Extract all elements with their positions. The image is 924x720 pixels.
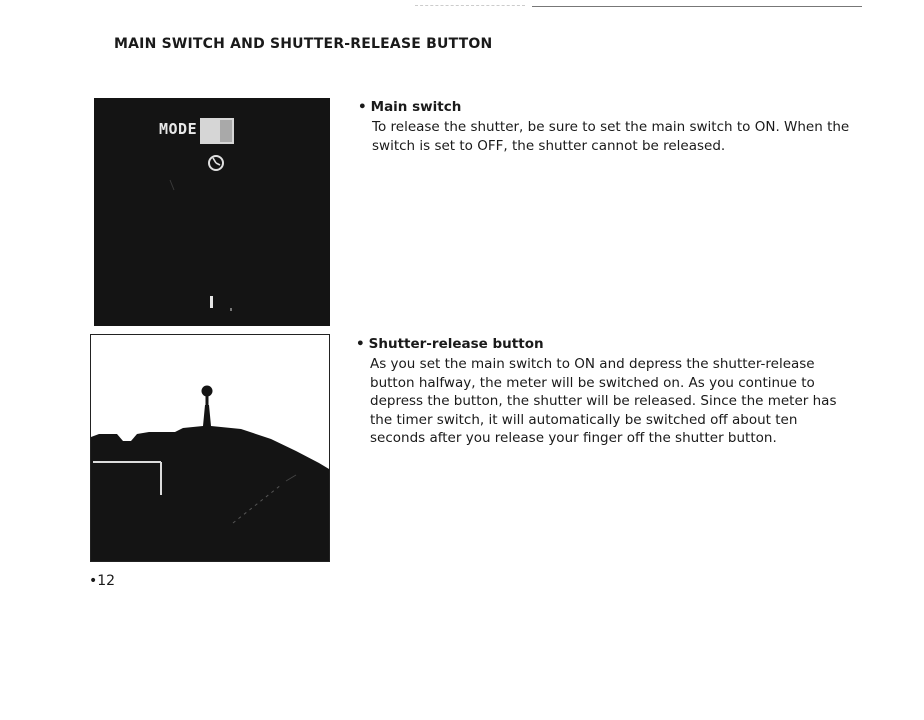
shutter-release-section	[356, 335, 856, 448]
main-switch-body: To release the shutter, be sure to set the main switch to ON. When the switch is set to OFF, the shutter cannot be released.	[372, 119, 850, 154]
bullet-icon: •	[358, 99, 367, 115]
page-number	[89, 573, 115, 589]
top-faint-rule	[415, 5, 525, 6]
bullet-icon: •	[89, 573, 98, 589]
shutter-button-photo-art	[91, 335, 329, 561]
bullet-icon: •	[356, 336, 365, 352]
shutter-button-photo	[90, 334, 330, 562]
main-switch-heading-text: Main switch	[370, 99, 462, 115]
main-switch-photo	[94, 98, 330, 326]
mode-label: MODE	[159, 120, 198, 138]
page-title: MAIN SWITCH AND SHUTTER-RELEASE BUTTON	[114, 36, 493, 52]
shutter-release-body: As you set the main switch to ON and depress the shutter-release button halfway, the meter will be switched on. As you continue to depress the button, the shutter will be released. Since the meter has the timer switch, it will automatically be switched off about ten seconds after you release your finger off the shutter button.	[370, 356, 837, 446]
main-switch-photo-art	[94, 98, 330, 326]
top-rule	[532, 6, 862, 7]
page-number-text: 12	[97, 573, 116, 589]
main-switch-heading	[358, 98, 858, 116]
main-switch-section	[358, 98, 858, 155]
shutter-release-heading	[356, 335, 856, 353]
shutter-release-heading-text: Shutter-release button	[368, 336, 544, 352]
